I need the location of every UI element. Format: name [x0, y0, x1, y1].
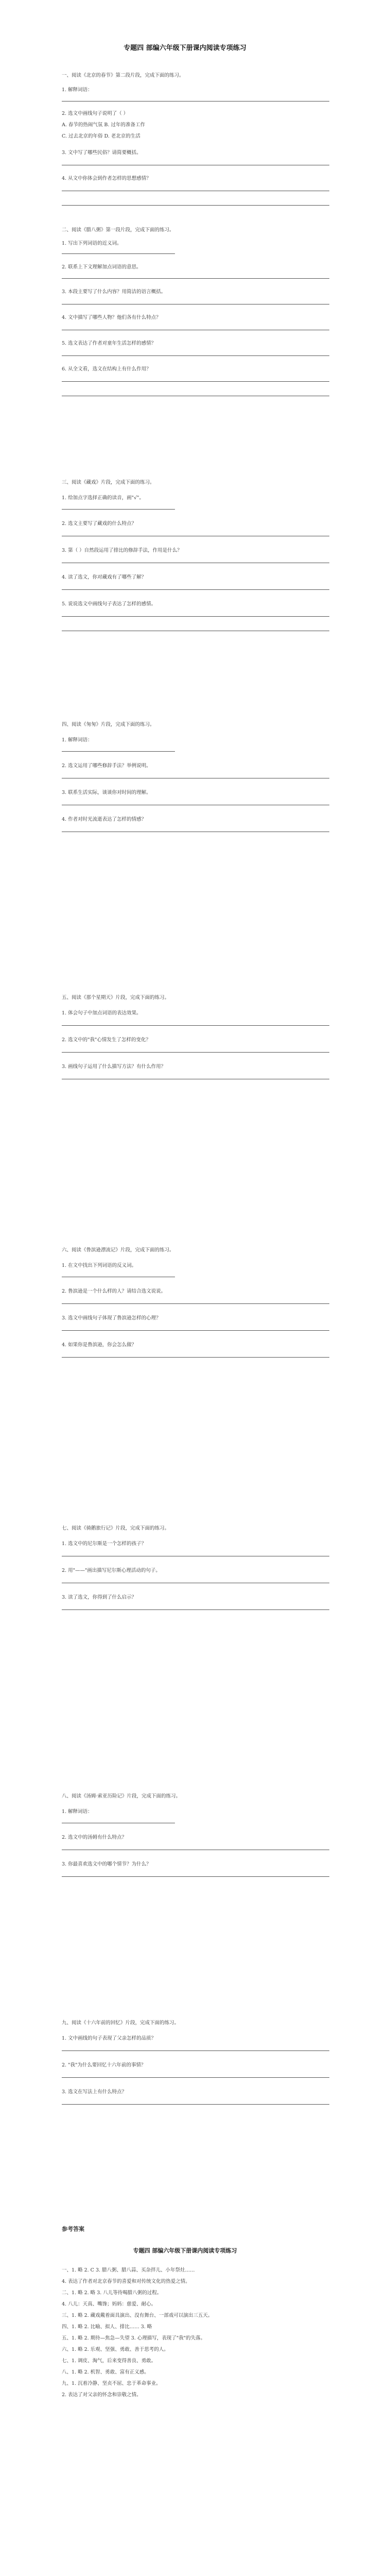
question-line: 5. 说说选文中画线句子表达了怎样的感情。 — [62, 601, 156, 607]
answer-key-heading: 参考答案 — [62, 2226, 84, 2232]
question-line: 3. 读了选文，你得到了什么启示？ — [62, 1595, 137, 1600]
question-line: 2. 选文中画线句子说明了（ ） — [62, 111, 129, 116]
answer-line — [62, 1609, 329, 1610]
question-line: 2. 选文中的汤姆有什么特点？ — [62, 1835, 127, 1840]
question-line: 二、阅读《腊八粥》第一段片段，完成下面的练习。 — [62, 227, 174, 233]
question-line: 2. 联系上下文理解加点词语的意思。 — [62, 264, 142, 270]
question-line: 2. 选文中的"我"心情发生了怎样的变化？ — [62, 1037, 151, 1043]
answer-line — [62, 381, 329, 382]
question-line: 2. 鲁滨逊是一个什么样的人？请结合选文说说。 — [62, 1289, 166, 1294]
question-line: 6. 从全文看，选文在结构上有什么作用？ — [62, 366, 151, 372]
answer-line — [62, 1025, 329, 1026]
answer-line-text: 2. 表达了对父亲的怀念和崇敬之情。 — [62, 2392, 142, 2398]
answer-line — [62, 205, 329, 206]
answer-line-text: 六、1. 略 2. 乐观、坚强、勇敢、善于思考的人。 — [62, 2347, 169, 2352]
answer-line-text: 五、1. 略 2. 期待—焦急—失望 3. 心理描写，表现了"我"的失落。 — [62, 2335, 206, 2341]
question-line: 1. 体会句子中加点词语的表达效果。 — [62, 1010, 142, 1016]
question-line: 4. 从文中你体会到作者怎样的思想感情？ — [62, 176, 151, 181]
answer-line — [62, 355, 329, 356]
question-line: 1. 选文中的尼尔斯是一个怎样的孩子？ — [62, 1541, 147, 1547]
question-line: 2. 用"——"画出描写尼尔斯心理活动的句子。 — [62, 1568, 161, 1573]
answer-line — [62, 253, 175, 254]
answer-line — [62, 1357, 329, 1358]
question-line: 2. "我"为什么要回忆十六年前的事情？ — [62, 2062, 146, 2068]
answer-line — [62, 1303, 329, 1304]
question-line: 1. 在文中找出下列词语的反义词。 — [62, 1263, 137, 1268]
question-line: 六、阅读《鲁滨逊漂流记》片段，完成下面的练习。 — [62, 1247, 174, 1253]
question-line: 2. 选文主要写了藏戏的什么特点？ — [62, 521, 137, 527]
answer-line-text: 八、1. 略 2. 机智、勇敢、富有正义感。 — [62, 2369, 149, 2375]
answer-line — [62, 616, 329, 617]
question-line: 四、阅读《匆匆》片段，完成下面的练习。 — [62, 722, 155, 727]
answer-line — [62, 1876, 329, 1877]
question-line: 1. 解释词语： — [62, 1809, 93, 1815]
question-line: 3. 你最喜欢选文中的哪个情节？为什么？ — [62, 1861, 151, 1867]
answer-line — [62, 2050, 329, 2051]
question-line: A. 春节的热闹气氛 B. 过年的准备工作 — [62, 122, 145, 128]
answer-line-text: 九、1. 沉着冷静、坚贞不屈、忠于革命事业。 — [62, 2381, 161, 2386]
question-line: 八、阅读《汤姆·索亚历险记》片段，完成下面的练习。 — [62, 1793, 181, 1799]
question-line: 三、阅读《藏戏》片段，完成下面的练习。 — [62, 480, 155, 485]
question-line: C. 过去北京的年俗 D. 老北京的生活 — [62, 133, 140, 139]
question-line: 3. 本段主要写了什么内容？用简洁的语言概括。 — [62, 289, 166, 295]
question-line: 一、阅读《北京的春节》第二段片段，完成下面的练习。 — [62, 73, 184, 78]
question-line: 五、阅读《那个星期天》片段，完成下面的练习。 — [62, 995, 170, 1001]
answer-line-text: 二、1. 略 2. 略 3. 八儿等待喝腊八粥的过程。 — [62, 2290, 162, 2296]
answer-line — [62, 1330, 329, 1331]
question-line: 九、阅读《十六年前的回忆》片段，完成下面的练习。 — [62, 2020, 180, 2026]
answer-line-text: 一、1. 略 2. C 3. 腊八粥、腊八蒜、买杂拌儿、小年祭灶…… — [62, 2267, 195, 2273]
answer-line-text: 四、1. 略 2. 比喻、拟人、排比…… 3. 略 — [62, 2324, 152, 2330]
question-line: 4. 文中描写了哪些人物？他们各有什么特点？ — [62, 315, 161, 320]
answer-line-text: 4. 八儿：天真、嘴馋；妈妈：慈爱、耐心。 — [62, 2301, 156, 2307]
question-line: 4. 如果你是鲁滨逊，你会怎么做？ — [62, 1342, 137, 1348]
question-line: 1. 写出下列词语的近义词。 — [62, 241, 122, 246]
question-line: 3. 画线句子运用了什么描写方法？有什么作用？ — [62, 1064, 166, 1070]
question-line: 3. 选文在写法上有什么特点？ — [62, 2089, 127, 2095]
answer-line — [62, 1052, 329, 1053]
question-line: 七、阅读《骑鹅旅行记》片段，完成下面的练习。 — [62, 1526, 170, 1531]
question-line: 1. 解释词语： — [62, 87, 93, 93]
question-line: 5. 选文表达了作者对童年生活怎样的感情？ — [62, 341, 156, 346]
page-title: 专题四 部编六年级下册课内阅读专项练习 — [124, 44, 246, 52]
answer-line — [62, 2077, 329, 2078]
question-line: 4. 作者对时光流逝表达了怎样的情感？ — [62, 817, 147, 822]
answer-line-text: 4. 表达了作者对北京春节的喜爱和对传统文化的热爱之情。 — [62, 2279, 190, 2284]
question-line: 2. 选文运用了哪些修辞手法？举例说明。 — [62, 763, 151, 769]
answer-line — [62, 278, 329, 279]
answer-line-text: 七、1. 调皮、淘气，后来变得善良、勇敢。 — [62, 2358, 156, 2364]
question-line: 1. 文中画线的句子表现了父亲怎样的品质？ — [62, 2036, 156, 2041]
question-line: 3. 联系生活实际，谈谈你对时间的理解。 — [62, 790, 151, 795]
question-line: 3. 文中写了哪些民俗？请简要概括。 — [62, 150, 142, 156]
question-line: 3. 第（ ）自然段运用了排比的修辞手法，作用是什么？ — [62, 548, 182, 553]
question-line: 4. 读了选文，你对藏戏有了哪些了解？ — [62, 574, 147, 580]
question-line: 3. 选文中画线句子体现了鲁滨逊怎样的心理？ — [62, 1315, 161, 1321]
answer-line — [62, 751, 175, 752]
answer-key-title: 专题四 部编六年级下册课内阅读专项练习 — [133, 2247, 237, 2254]
answer-line — [62, 2104, 329, 2105]
question-line: 1. 解释词语： — [62, 737, 93, 743]
question-line: 1. 给加点字选择正确的读音，画"√"。 — [62, 495, 144, 501]
answer-line-text: 三、1. 略 2. 藏戏戴着面具演出、没有舞台、一部戏可以演出三五天。 — [62, 2313, 213, 2318]
answer-line — [62, 509, 175, 510]
answer-line — [62, 589, 329, 590]
